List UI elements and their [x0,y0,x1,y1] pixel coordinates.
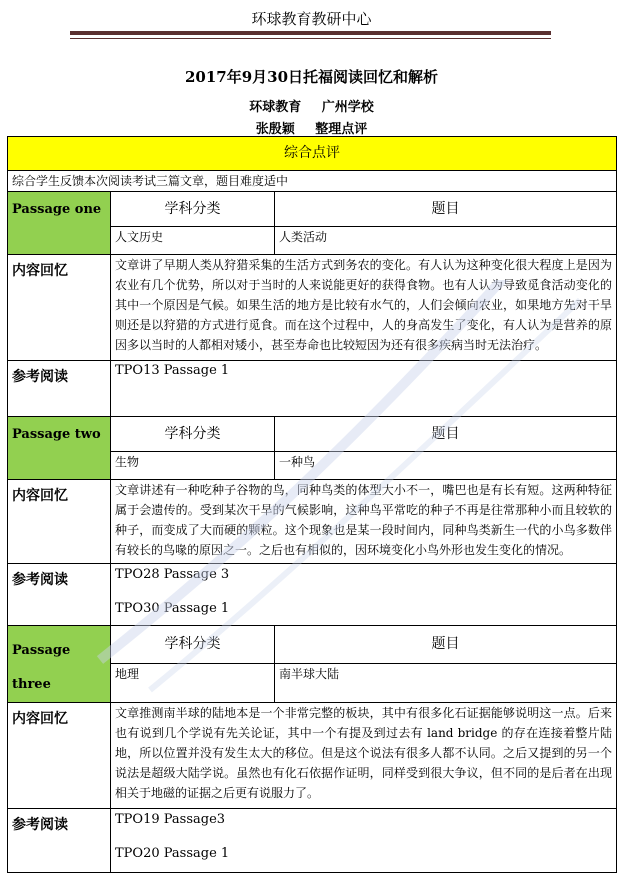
passage-references [111,564,617,626]
passage-topic: 南半球大陆 [275,663,617,702]
reference-item: TPO30 Passage 1 [115,601,230,616]
passage-category: 人文历史 [111,227,275,255]
passage-content: 文章讲述有一种吃种子谷物的鸟，同种鸟类的体型大小不一，嘴巴也是有长有短。这两种特征属于会遗传的。受到某次干旱的气候影响，这种鸟平常吃的种子不再是往常那种小而且较软的种子，而变成了大而硬的颗粒。这个现象也是某一段时间内，同种鸟类新生一代的小鸟多数伴有较长的鸟喙的原因之一。之后也有相似的，因环境变化小鸟外形也发生变化的情况。 [111,480,617,564]
content-label: 内容回忆 [8,255,111,361]
col-topic-header: 题目 [275,626,617,664]
passage-references [111,361,617,417]
header-rule-thin [70,38,551,39]
col-category-header: 学科分类 [111,626,275,664]
passage-category: 地理 [111,663,275,702]
subtitle-org: 环球教育 [249,100,302,115]
section-title: 综合点评 [8,137,617,171]
document-title: 2017年9月30日托福阅读回忆和解析 [184,68,439,86]
col-topic-header: 题目 [275,192,617,227]
content-label: 内容回忆 [8,703,111,809]
reference-label: 参考阅读 [8,809,111,873]
subtitle-line-2 [0,118,623,137]
passage-topic: 一种鸟 [275,452,617,480]
passage-content: 文章讲了早期人类从狩猎采集的生活方式到务农的变化。有人认为这种变化很大程度上是因为农业有几个优势，所以对于当时的人来说能更好的获得食物。也有人认为导致觅食活动变化的其中一个原因是气候。如果生活的地方是比较有水气的，人们会倾向农业，如果地方先对干旱则还是以狩猎的方式进行觅食。而在这个过程中，人的身高发生了变化，有人认为是营养的原因多以当时的人都相对矮小，甚至寿命也比较短因为还有很多疾病当时无法治疗。 [111,255,617,361]
passage-name: Passage three [8,626,111,703]
col-category-header: 学科分类 [111,192,275,227]
col-category-header: 学科分类 [111,417,275,452]
reference-item: TPO28 Passage 3 [115,567,230,582]
reference-item: TPO20 Passage 1 [115,846,230,861]
subtitle-line-1 [0,96,623,115]
subtitle-author: 张殷颖 [255,122,295,137]
subtitle-role: 整理点评 [315,122,368,137]
passage-category: 生物 [111,452,275,480]
header-org: 环球教育教研中心 [251,10,372,28]
reference-item: TPO19 Passage3 [115,812,226,827]
passage-name: Passage two [8,417,111,480]
reference-label: 参考阅读 [8,564,111,626]
header-rule-thick [70,31,551,35]
content-label: 内容回忆 [8,480,111,564]
passage-content: 文章推测南半球的陆地本是一个非常完整的板块，其中有很多化石证据能够说明这一点。后来也有说到几个学说有先关论证，其中一个有提及到过去有 land bridge 的存在连接着整片陆地，所以位置并没有发生太大的移位。但是这个说法有很多人都不认同。之后又提到的另一个说法是超级大陆学说。虽然也有化石依据作证明，同样受到很大争议，但不同的是后者在出现相关于地磁的证据之后更有说服力了。 [111,703,617,809]
passage-name: Passage one [8,192,111,255]
reference-label: 参考阅读 [8,361,111,417]
review-table [7,136,617,873]
passage-references [111,809,617,873]
col-topic-header: 题目 [275,417,617,452]
reference-item: TPO13 Passage 1 [115,363,230,378]
summary-text: 综合学生反馈本次阅读考试三篇文章，题目难度适中 [8,171,617,192]
subtitle-school: 广州学校 [321,100,374,115]
passage-topic: 人类活动 [275,227,617,255]
